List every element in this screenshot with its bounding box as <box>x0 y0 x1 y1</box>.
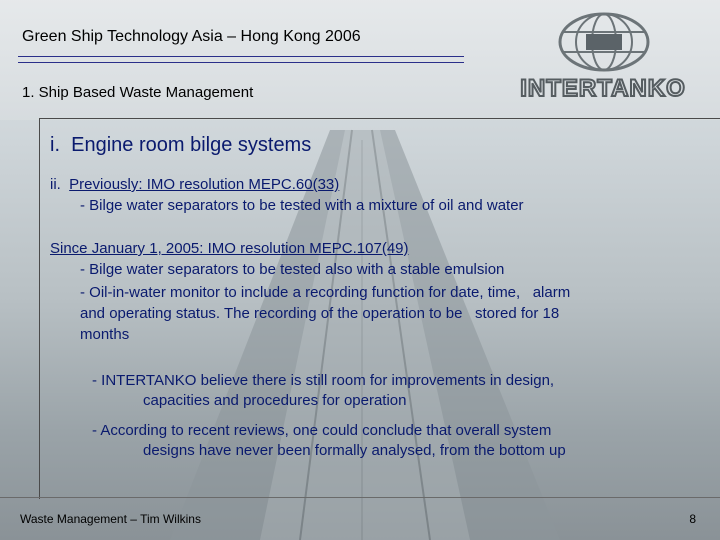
section-title: 1. Ship Based Waste Management <box>22 84 254 101</box>
bullet-2-line-1: - According to recent reviews, one could conclude that overall system <box>92 422 552 439</box>
since-heading: Since January 1, 2005: IMO resolution MEPC.107(49) <box>50 240 409 257</box>
footer-rule <box>0 497 720 498</box>
svg-text:INTERTANKO: INTERTANKO <box>520 75 686 102</box>
footer-author: Waste Management – Tim Wilkins <box>20 512 201 526</box>
item-i-heading: i. Engine room bilge systems <box>50 134 312 156</box>
since-line-3: and operating status. The recording of the operation to be stored for 18 <box>80 305 560 322</box>
header-rule <box>18 56 464 57</box>
conference-title: Green Ship Technology Asia – Hong Kong 2006 <box>22 28 361 45</box>
page-number: 8 <box>689 512 696 526</box>
item-ii-label: ii. <box>50 176 70 193</box>
bullet-2-line-2: designs have never been formally analysed, from the bottom up <box>143 442 566 459</box>
since-line-2: - Oil-in-water monitor to include a recording function for date, time, alarm <box>80 284 571 301</box>
bullet-1-line-1: - INTERTANKO believe there is still room for improvements in design, <box>92 372 555 389</box>
header-rule-2 <box>18 62 464 63</box>
since-line-1: - Bilge water separators to be tested also with a stable emulsion <box>80 261 505 278</box>
item-ii-heading-text: Previously: IMO resolution MEPC.60(33) <box>69 176 340 193</box>
item-ii-line: - Bilge water separators to be tested with a mixture of oil and water <box>80 197 524 214</box>
intertanko-globe-logo <box>556 10 652 74</box>
since-line-4: months <box>80 326 130 343</box>
bullet-1-line-2: capacities and procedures for operation <box>143 392 407 409</box>
item-ii-heading <box>50 174 339 195</box>
intertanko-wordmark <box>514 74 692 102</box>
